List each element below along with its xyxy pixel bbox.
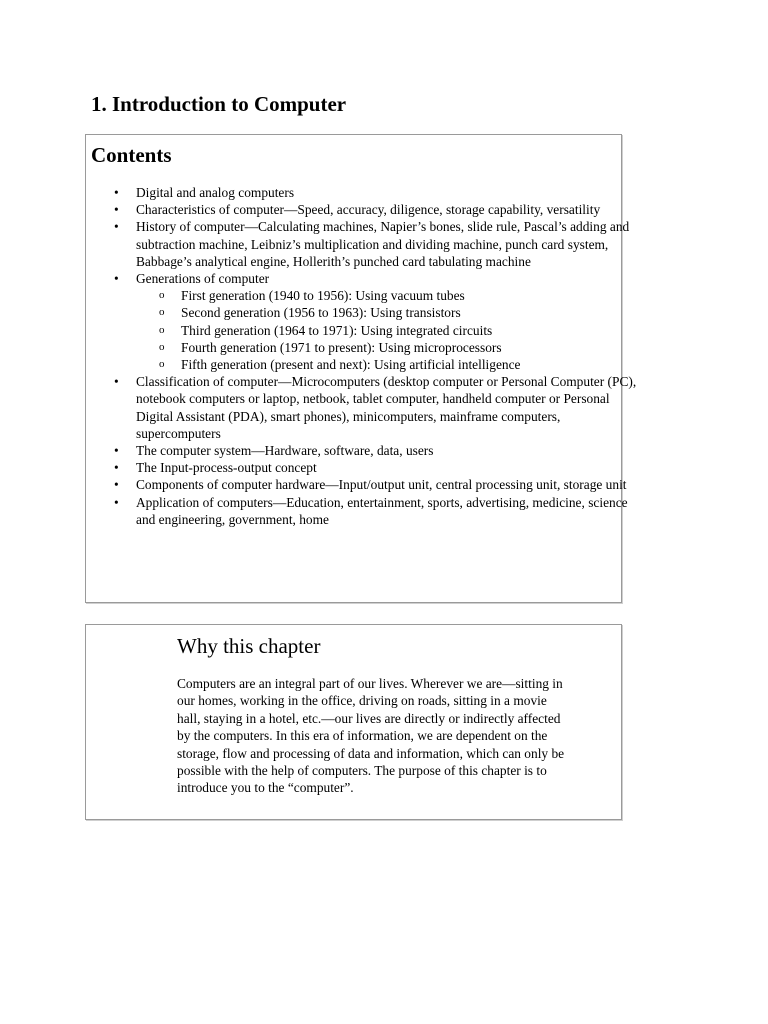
list-item: • Digital and analog computers bbox=[136, 184, 644, 201]
list-item: • History of computer—Calculating machines, Napier’s bones, slide rule, Pascal’s adding and subtraction machine, Leibniz’s multiplication and dividing machine, punch card system, Babbage’s analytical engine, Hollerith’s punched card tabulating machine bbox=[136, 218, 644, 270]
generations-sublist bbox=[136, 287, 644, 373]
why-paragraph: Computers are an integral part of our lives. Wherever we are—sitting in our homes, working in the office, driving on roads, sitting in a movie hall, staying in a hotel, etc.—our lives are directly or indirectly affected by the computers. In this era of information, we are dependent on the storage, flow and processing of data and information, which can only be possible with the help of computers. The purpose of this chapter is to introduce you to the “computer”. bbox=[177, 676, 565, 796]
list-item: • Classification of computer—Microcomputers (desktop computer or Personal Computer (PC), notebook computers or laptop, netbook, tablet computer, handheld computer or Personal Digital Assistant (PDA), smart phones), minicomputers, mainframe computers, supercomputers bbox=[136, 373, 644, 442]
contents-list bbox=[106, 184, 644, 528]
list-item-label: Generations of computer bbox=[136, 271, 270, 287]
sublist-item: o Fourth generation (1971 to present): Using microprocessors bbox=[181, 339, 644, 356]
sublist-item: o Third generation (1964 to 1971): Using integrated circuits bbox=[181, 322, 644, 339]
sublist-item: o First generation (1940 to 1956): Using vacuum tubes bbox=[181, 287, 644, 304]
list-item: • The Input-process-output concept bbox=[136, 459, 644, 476]
list-item-generations bbox=[136, 270, 644, 373]
sublist-item: o Second generation (1956 to 1963): Using transistors bbox=[181, 304, 644, 321]
list-item: • Application of computers—Education, entertainment, sports, advertising, medicine, science and engineering, government, home bbox=[136, 494, 644, 528]
sublist-item: o Fifth generation (present and next): Using artificial intelligence bbox=[181, 356, 644, 373]
list-item: • Characteristics of computer—Speed, accuracy, diligence, storage capability, versatility bbox=[136, 201, 644, 218]
list-item: • The computer system—Hardware, software, data, users bbox=[136, 442, 644, 459]
page-title: 1. Introduction to Computer bbox=[91, 92, 347, 116]
why-this-chapter-box bbox=[85, 624, 622, 820]
contents-heading: Contents bbox=[91, 143, 172, 167]
contents-box bbox=[85, 134, 637, 603]
list-item: • Components of computer hardware—Input/output unit, central processing unit, storage unit bbox=[136, 476, 644, 493]
why-heading: Why this chapter bbox=[177, 634, 321, 658]
